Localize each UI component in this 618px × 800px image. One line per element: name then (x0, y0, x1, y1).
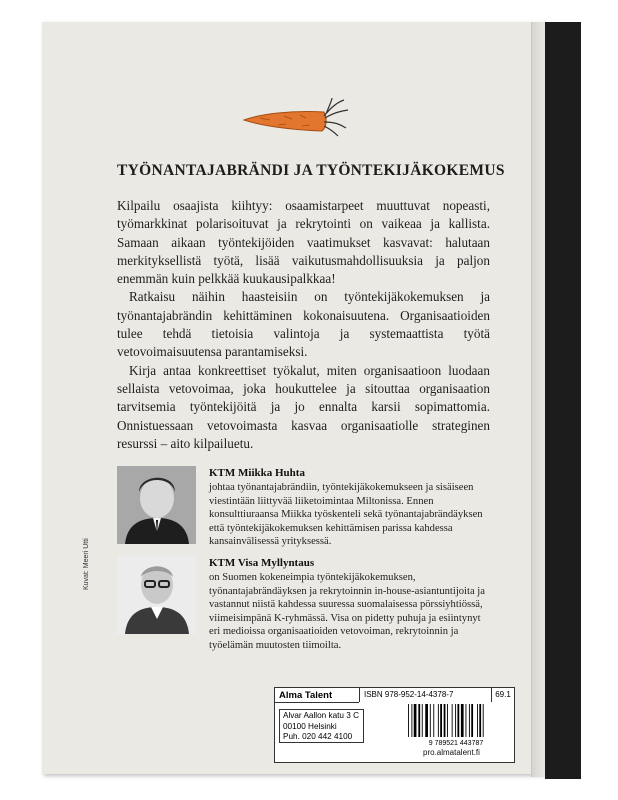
photo-credit: Kuvat: Meeri Utti (83, 538, 90, 590)
address-line: Alvar Aallon katu 3 C (283, 711, 360, 720)
publisher-address (279, 709, 364, 743)
author-photo-miikka-huhta (117, 466, 196, 544)
divider (275, 702, 359, 703)
author-name: KTM Visa Myllyntaus (209, 557, 315, 569)
address-line: Puh. 020 442 4100 (283, 732, 353, 742)
blurb (117, 197, 490, 453)
book-spine (545, 22, 581, 779)
barcode-digits: 9 789521 443787 (428, 740, 484, 746)
publisher-url: pro.almatalent.fi (423, 748, 480, 757)
publisher-box (274, 687, 515, 763)
blurb-paragraph: Ratkaisu näihin haasteisiin on työntekijäkokemuksen ja työnantajabrändin kehittäminen kokonaisuutena. Organisaatioiden tulee tehdä tietoisia valintoja ja systemaattista työtä vetovoimaisuutensa parantamiseksi. (117, 289, 490, 360)
book-title: TYÖNANTAJABRÄNDI JA TYÖNTEKIJÄKOKEMUS (117, 162, 505, 179)
blurb-paragraph: Kirja antaa konkreettiset työkalut, miten organisaatioon luodaan sellaista vetovoimaa, joka houkuttelee ja sitouttaa organisaation tarvitsemia työntekijöitä ja jo ennalta karsii sopimattomia. Onnistuessaan vetovoimasta kasvaa organisaatiolle strateginen resurssi – aito kilpailuetu. (117, 362, 490, 451)
carrot-icon (240, 96, 350, 138)
publisher-name: Alma Talent (279, 690, 333, 701)
isbn-area (359, 688, 514, 702)
blurb-paragraph: Kilpailu osaajista kiihtyy: osaamistarpeet muuttuvat nopeasti, työmarkkinat polarisoituvat ja rekrytointi on vaikeaa ja kallista. Samaan aikaan työntekijöiden vaatimukset kasvavat: halutaan merkityksellistä työtä, lisää vaikutusmahdollisuuksia ja paljon enemmän kuin pelkkää kuukausipalkkaa! (117, 198, 490, 287)
author-bio: johtaa työnantajabrändiin, työntekijäkokemukseen ja sisäiseen viestintään liittyvää liiketoimintaa Miltonissa. Ennen konsulttiuraansa Miikka työskenteli sekä työnantajabrändäyksen että työntekijäkokemuksen kehittämisen parissa kahdessa kansainvälisessä yrityksessä. (209, 482, 483, 548)
address-line: 00100 Helsinki (283, 721, 337, 731)
barcode-icon (404, 704, 508, 746)
isbn: ISBN 978-952-14-4378-7 (364, 690, 454, 699)
author-photo-visa-myllyntaus (117, 555, 196, 634)
author-name: KTM Miikka Huhta (209, 467, 305, 479)
author-bio: on Suomen kokeneimpia työntekijäkokemuksen, työnantajabrändäyksen ja rekrytoinnin in-house-asiantuntijoita ja vastannut niistä kahdessa suuressa suomalaisessa pörssiyhtiössä, viimeisimpänä K-ryhmässä. Visa on pidetty puhuja ja esiintynyt eri medioissa organisaatioiden vetovoiman, rekrytoinnin ja työelämän muutosten tiimoilta. (209, 572, 485, 651)
product-code: 69.1 (491, 688, 514, 702)
